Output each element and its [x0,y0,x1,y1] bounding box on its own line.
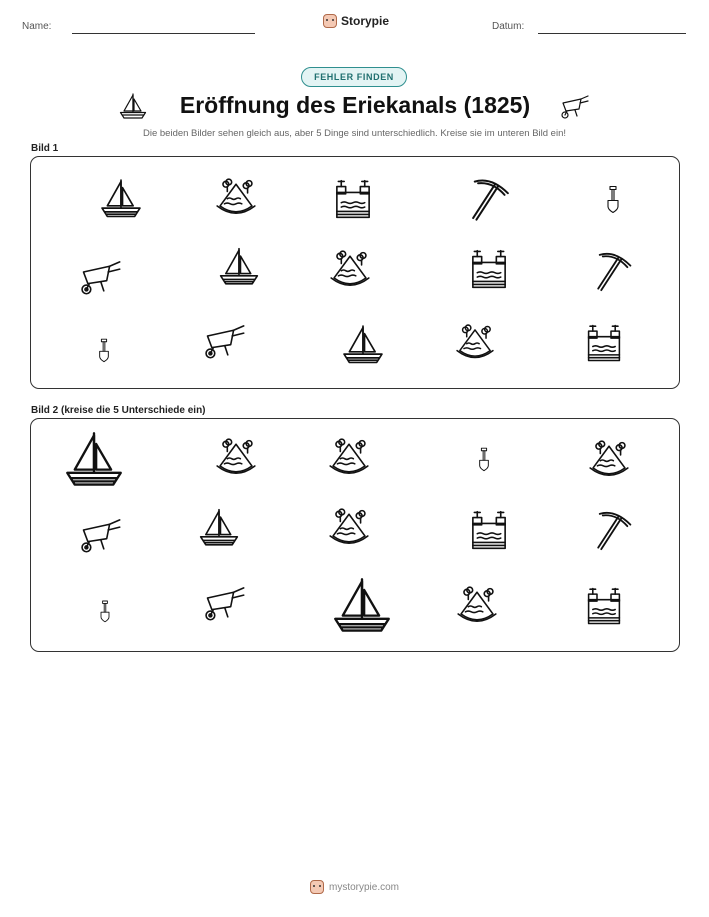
canal-icon[interactable] [213,437,259,479]
shovel-icon [91,325,117,375]
title-sailboat-icon [118,92,148,125]
canal-icon[interactable] [325,437,373,479]
lock-gate-icon [583,321,625,365]
lock-gate-icon[interactable] [467,507,511,553]
name-label: Name: [22,21,52,32]
sailboat-icon[interactable] [329,575,395,637]
sailboat-icon[interactable] [197,505,241,551]
storypie-logo-icon [323,14,337,28]
canal-icon [327,249,373,291]
wheelbarrow-icon [197,323,247,365]
picture1-panel [30,156,680,389]
canal-icon [451,323,499,363]
brand-name: Storypie [341,14,390,28]
sailboat-icon [339,323,387,367]
canal-icon[interactable] [585,439,633,481]
canal-icon[interactable] [325,507,373,549]
instructions: Die beiden Bilder sehen gleich aus, aber 5 Dinge sind unterschiedlich. Kreise sie im unteren Bild ein! [143,128,566,139]
title-wheelbarrow-icon [558,94,590,125]
canal-icon [213,177,259,219]
pickaxe-icon [589,247,635,295]
activity-badge: FEHLER FINDEN [301,67,407,87]
lock-gate-icon[interactable] [583,583,625,629]
picture2-label: Bild 2 (kreise die 5 Unterschiede ein) [31,405,206,416]
page-title: Eröffnung des Eriekanals (1825) [179,92,531,118]
pickaxe-icon[interactable] [589,505,635,555]
picture2-panel[interactable] [30,418,680,652]
lock-gate-icon [331,177,375,221]
brand-logo [323,14,389,28]
footer-url: mystorypie.com [328,881,399,893]
wheelbarrow-icon[interactable] [197,585,247,627]
footer [0,880,709,894]
storypie-logo-icon [310,880,324,894]
date-input-line[interactable] [538,33,686,34]
date-label: Datum: [492,21,525,32]
pickaxe-icon [463,175,513,223]
name-input-line[interactable] [72,33,255,34]
shovel-icon [598,175,628,223]
wheelbarrow-icon[interactable] [73,517,123,559]
sailboat-icon [97,177,145,221]
shovel-icon[interactable] [93,587,117,635]
picture1-label: Bild 1 [31,143,59,154]
sailboat-icon[interactable] [61,429,127,491]
canal-icon[interactable] [453,585,501,627]
lock-gate-icon [467,247,511,291]
sailboat-icon [217,245,261,289]
shovel-icon[interactable] [471,435,497,483]
wheelbarrow-icon [73,259,123,301]
